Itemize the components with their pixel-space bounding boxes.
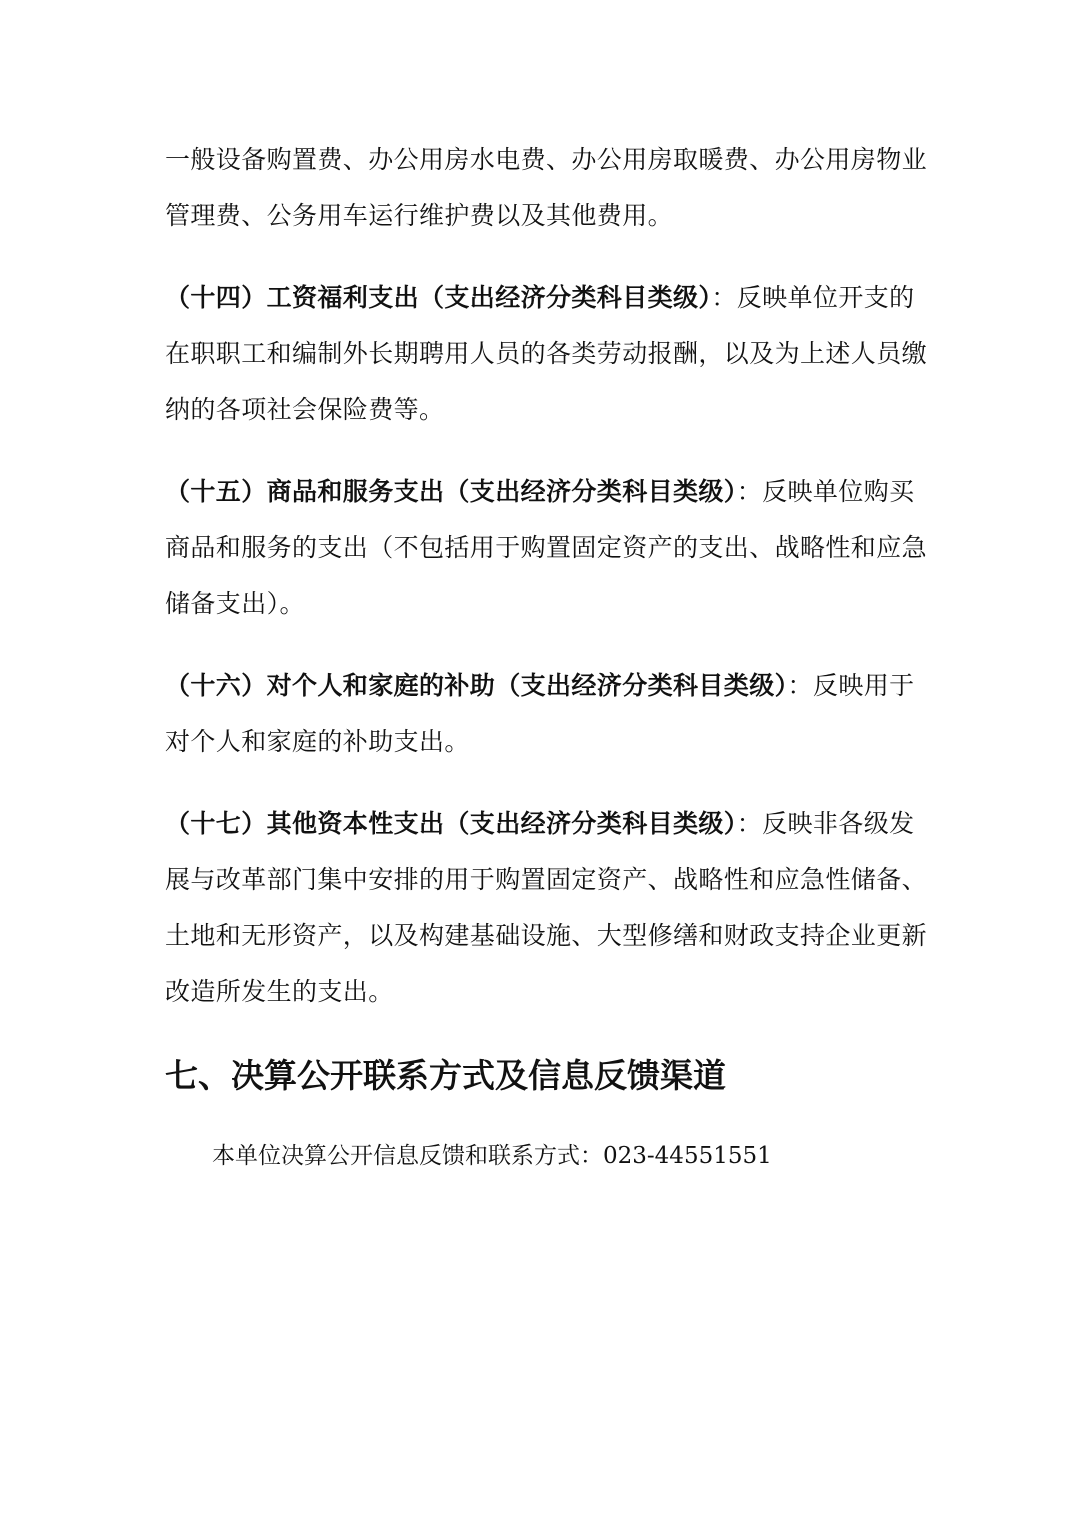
item-17-line1-rest: ：反映非各级发: [736, 809, 915, 838]
paragraph-line: 展与改革部门集中安排的用于购置固定资产、战略性和应急性储备、: [165, 865, 928, 894]
paragraph-first-line: [165, 796, 915, 852]
paragraph-line: 土地和无形资产，以及构建基础设施、大型修缮和财政支持企业更新: [165, 921, 928, 950]
paragraph-first-line: [165, 658, 915, 714]
paragraph-line: 管理费、公务用车运行维护费以及其他费用。: [165, 201, 674, 230]
section-7-heading: 七、决算公开联系方式及信息反馈渠道: [165, 1056, 726, 1095]
paragraph-line: 商品和服务的支出（不包括用于购置固定资产的支出、战略性和应急: [165, 533, 928, 562]
paragraph-line: 在职职工和编制外长期聘用人员的各类劳动报酬，以及为上述人员缴: [165, 339, 928, 368]
paragraph-first-line: [165, 464, 915, 520]
item-15-paragraph: [165, 464, 928, 632]
item-16-line1-rest: ：反映用于: [787, 671, 915, 700]
item-16-title: （十六）对个人和家庭的补助（支出经济分类科目类级）: [165, 671, 788, 700]
contact-info: 本单位决算公开信息反馈和联系方式：023-44551551: [212, 1143, 772, 1169]
intro-paragraph: [165, 132, 928, 244]
paragraph-first-line: [165, 270, 915, 326]
paragraph-line: 一般设备购置费、办公用房水电费、办公用房取暖费、办公用房物业: [165, 145, 928, 174]
paragraph-line: 储备支出）。: [165, 589, 305, 618]
item-14-paragraph: [165, 270, 928, 438]
item-15-line1-rest: ：反映单位购买: [736, 477, 915, 506]
item-17-title: （十七）其他资本性支出（支出经济分类科目类级）: [165, 809, 737, 838]
paragraph-line: 纳的各项社会保险费等。: [165, 395, 445, 424]
item-15-title: （十五）商品和服务支出（支出经济分类科目类级）: [165, 477, 737, 506]
item-17-paragraph: [165, 796, 928, 1020]
item-14-line1-rest: ：反映单位开支的: [711, 283, 915, 312]
paragraph-line: 改造所发生的支出。: [165, 977, 394, 1006]
paragraph-line: 对个人和家庭的补助支出。: [165, 727, 470, 756]
item-16-paragraph: [165, 658, 915, 770]
item-14-title: （十四）工资福利支出（支出经济分类科目类级）: [165, 283, 712, 312]
